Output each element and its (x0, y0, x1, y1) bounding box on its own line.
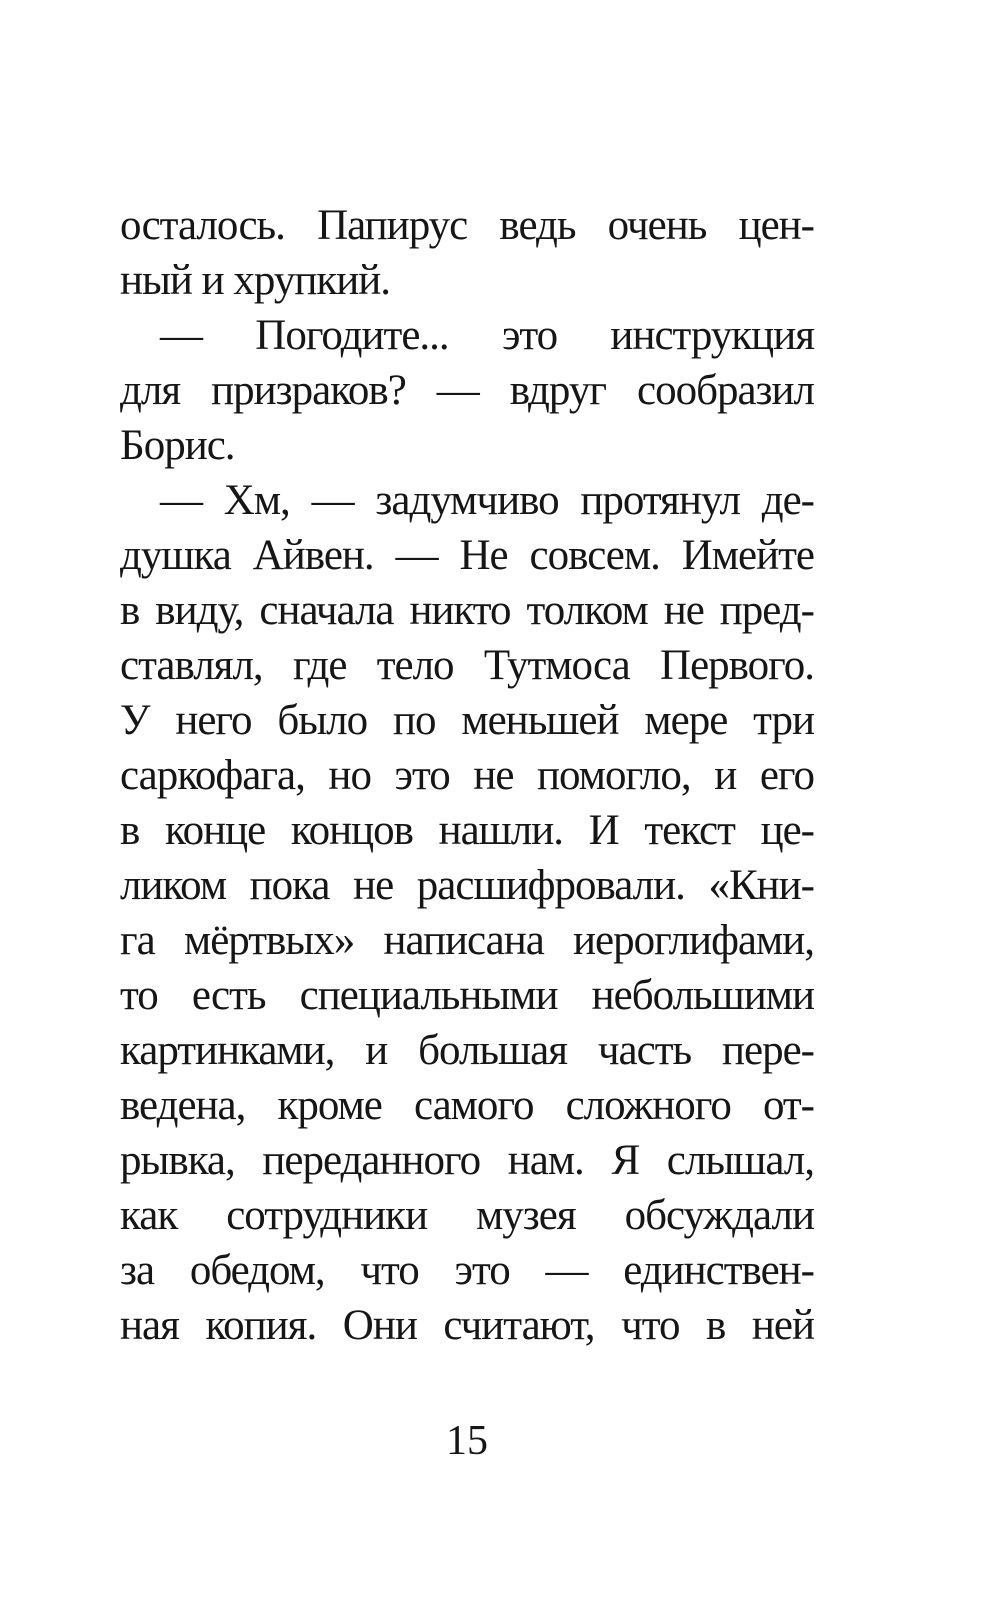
page-text (120, 198, 814, 1353)
text-line: — Погодите... это инструкция (160, 312, 814, 359)
text-line: душка Айвен. — Не совсем. Имейте (120, 532, 814, 579)
text-line: как сотрудники музея обсуждали (120, 1192, 814, 1239)
text-line: осталось. Папирус ведь очень цен- (120, 202, 814, 249)
text-line: га мёртвых» написана иероглифами, (120, 917, 814, 964)
text-line: в виду, сначала никто толком не пред- (120, 587, 814, 634)
text-line: ный и хрупкий. (120, 257, 391, 304)
text-line: Борис. (120, 422, 235, 469)
text-line: ведена, кроме самого сложного от- (120, 1082, 814, 1129)
text-line: ликом пока не расшифровали. «Кни- (120, 862, 814, 909)
text-line: ставлял, где тело Тутмоса Первого. (120, 642, 814, 689)
text-line: саркофага, но это не помогло, и его (120, 752, 814, 799)
text-line: рывка, переданного нам. Я слышал, (120, 1137, 814, 1184)
page-number: 15 (446, 1418, 488, 1464)
text-line: в конце концов нашли. И текст це- (120, 807, 814, 854)
text-line: за обедом, что это — единствен- (120, 1247, 814, 1294)
text-line: — Хм, — задумчиво протянул де- (160, 477, 814, 524)
text-line: для призраков? — вдруг сообразил (120, 367, 814, 414)
text-line: картинками, и большая часть пере- (120, 1027, 814, 1074)
text-line: У него было по меньшей мере три (120, 697, 814, 744)
text-line: ная копия. Они считают, что в ней (120, 1302, 814, 1349)
text-line: то есть специальными небольшими (120, 972, 814, 1019)
